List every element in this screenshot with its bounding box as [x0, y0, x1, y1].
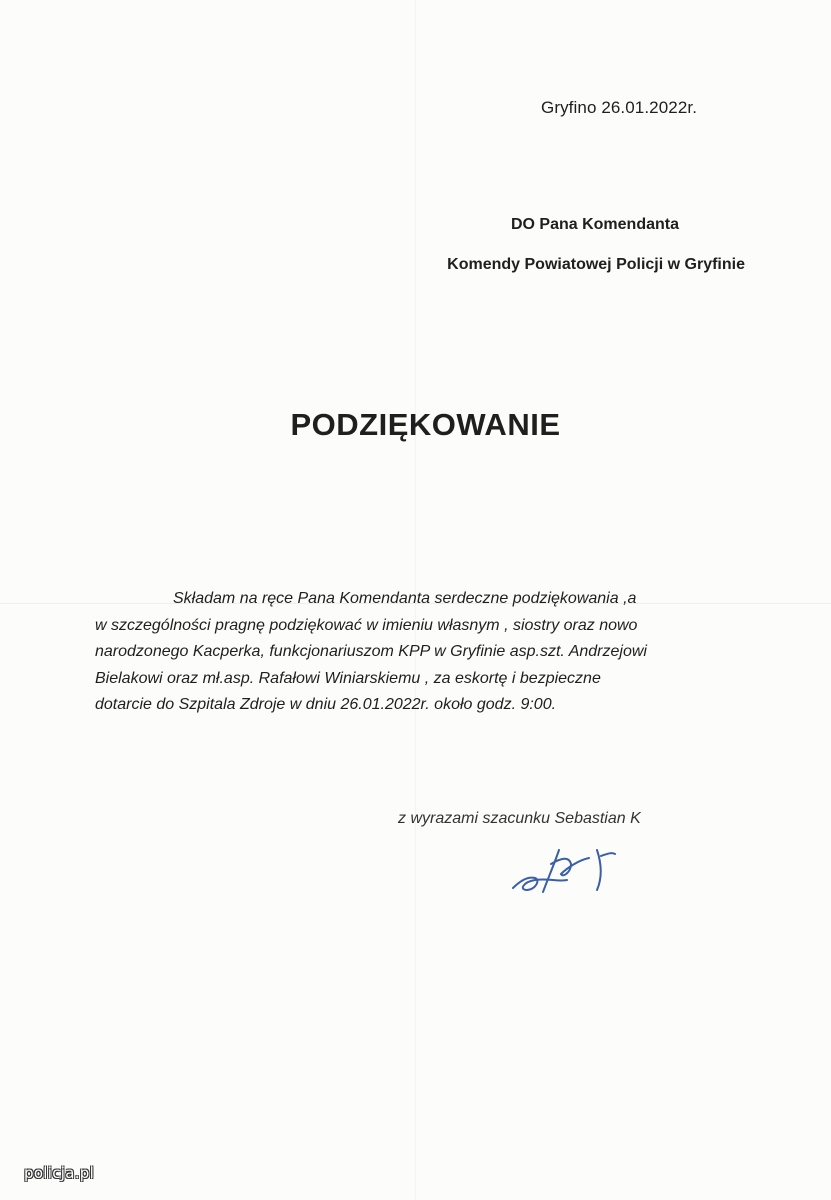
- handwritten-signature: [505, 842, 625, 902]
- addressee-line-1: DO Pana Komendanta: [510, 216, 679, 233]
- body-line: w szczególności pragnę podziękować w imieniu własnym , siostry oraz nowo: [95, 616, 638, 634]
- body-line: dotarcie do Szpitala Zdroje w dniu 26.01.2022r. około godz. 9:00.: [95, 696, 557, 713]
- letter-body: [95, 586, 745, 719]
- body-line: Bielakowi oraz mł.asp. Rafałowi Winiarskiemu , za eskortę i bezpieczne: [95, 669, 601, 687]
- closing-salutation: z wyrazami szacunku Sebastian K: [398, 810, 641, 827]
- body-line: Składam na ręce Pana Komendanta serdeczne podziękowania ,a: [173, 590, 637, 607]
- body-line: narodzonego Kacperka, funkcjonariuszom KPP w Gryfinie asp.szt. Andrzejowi: [95, 643, 647, 660]
- addressee-line-2: Komendy Powiatowej Policji w Gryfinie: [447, 256, 745, 273]
- site-watermark: policja.pl: [24, 1164, 95, 1182]
- letter-date: Gryfino 26.01.2022r.: [541, 98, 698, 117]
- letter-title: PODZIĘKOWANIE: [290, 407, 561, 442]
